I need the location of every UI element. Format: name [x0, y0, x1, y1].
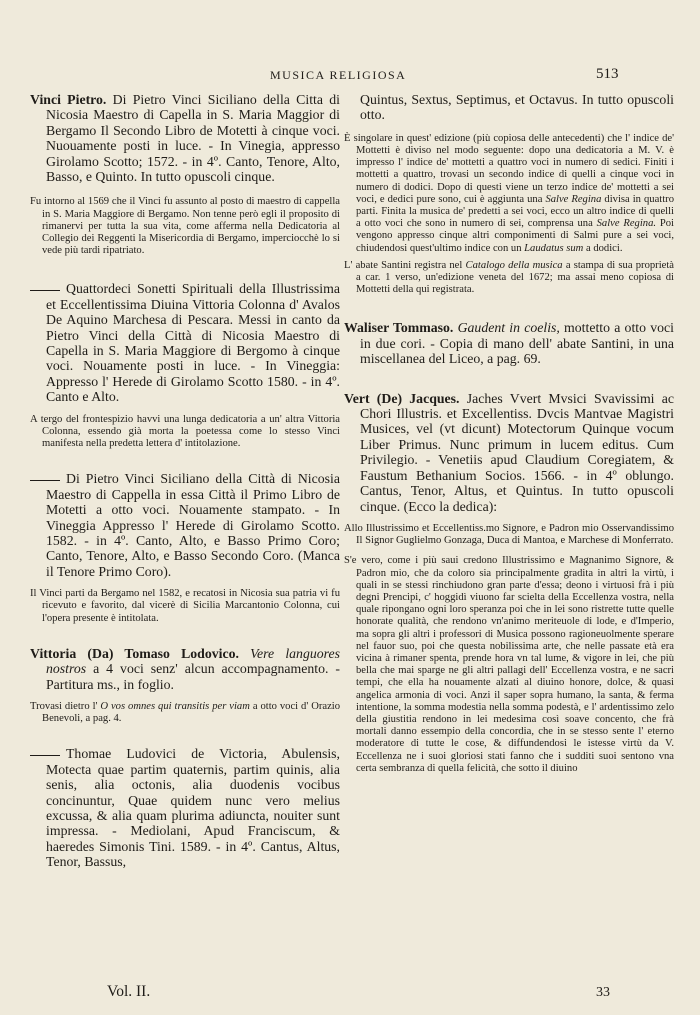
page-footer	[0, 983, 700, 1007]
note-dedica-text: S'e vero, come i più saui credono Illustrissimo e Magnanimo Signore, & Padron mio, che da coloro sia principalmente gradita in altri la virtù, i quali in se stessi rinchiudono gran parte d'essa; deono i virtuosi frà i più degni Prencipi, c' hoggidì viuono far scielta della Eccellenza vostra, nella quale ripongano ogni loro speranza poi che in lei sono ristrette tutte quelle honorate qualità, che rendono vn'animo meriteuole di lode, e d'Imperio, ma sopra gli altri i professori di Musica possono ragioneuolmente sperare nel fauor suo, poi che questa nobilissima arte, che nelle passate età era vicina à rimaner spenta, prende hora vn tal lume, & vigore in lei, che più bella che mai sparge ne gli altri pallagi dell' Eccellenza vostra, e ne sacri tempi, che ella ha nouamente alzati al diuino honore, dolce, & quasi angelica armonia di voci. Anzi il saper sopra humano, la santa, & ferma intentione, la somma modestia nella somma podestà, e l' ardentissimo zelo della giustitia rendono in lei medesima così soave concento, che frà mortali danno essempio della concordia, che in se stesso sente l' eterno moderatore di tutte le cose, & diffundendosi le istesse virtù da V. Eccellenza ne i suoi gloriosi stati fanno che i sudditi suoi sentono vna certa sembranza di quella felicità, che sotto il diuino	[344, 555, 674, 774]
entry-mottecta: Thomae Ludovici de Victoria, Abulensis, Motecta quae partim quaternis, partim quinis, alia senis, alia octonis, alia duodenis vocibus concinuntur, Quae quidem nunc vero melius excussa, & alia quam plurima adiuncta, nouiter sunt impressa. - Mediolani, Apud Franciscum, & haeredes Simonis Tini. 1589. - in 4º. Cantus, Altus, Tenor, Bassus,	[30, 746, 340, 869]
entry-vittoria: Vittoria (Da) Tomaso Lodovico. Vere languores nostros a 4 voci senz' alcun accompagnamento. - Partitura ms., in foglio.	[30, 645, 340, 692]
entry-mottecta-continued: Quintus, Sextus, Septimus, et Octavus. In tutto opuscoli otto.	[360, 92, 674, 123]
dash-rule	[30, 290, 60, 291]
right-column	[344, 92, 674, 775]
signature-mark: 33	[596, 985, 610, 1000]
page-number: 513	[596, 66, 619, 82]
left-column	[30, 92, 340, 870]
page-header	[0, 66, 700, 86]
running-title: MUSICA RELIGIOSA	[270, 68, 407, 82]
entry-heading: Vittoria (Da) Tomaso Lodovico.	[30, 645, 239, 661]
entry-heading: Vert (De) Jacques.	[344, 390, 460, 406]
entry-heading: Vinci Pietro.	[30, 92, 107, 107]
dash-rule	[30, 755, 60, 756]
entry-heading: Waliser Tommaso.	[344, 320, 454, 336]
entry-primo-libro: Di Pietro Vinci Siciliano della Città di Nicosia Maestro di Cappella in essa Città il Primo Libro de Motetti a otto voci. Nouamente stampato. - In Vineggia Appresso l' Herede di Girolamo Scotto. 1582. - in 4º. Canto, Alto, e Basso Primo Coro; Canto, Tenore, Alto, e Basso Secondo Coro. (Manca il Tenore Primo Coro).	[30, 471, 340, 579]
note-indici: È singolare in quest' edizione (più copiosa delle antecedenti) che l' indice de' Mottetti è diviso nel modo seguente: dopo una dedicatoria a M. V. è impresso l' indice de' mottetti a quattro voci in numero di sedici. Finiti i mottetti a quattro, trovasi un secondo indice di quelli a cinque voci in numero di dodici. Dopo di questi viene un terzo indice de' mottetti a sei voci, e dedici pure sono, cui è aggiunta una Salve Regina divisa in quattro parti. Finita la musica de' predetti a sei voci, ecco un altro indice di quelli a otto voci che sono in numero di sei, comprensa una Salve Regina. Poi vengono appresso cinque altri componimenti di Salmi pure a sei voci, chiudendosi quest'ultimo indice con un Laudatus sum a dodici.	[344, 132, 674, 254]
note-benevoli: Trovasi dietro l' O vos omnes qui transitis per viam a otto voci d' Orazio Benevoli, a pag. 4.	[30, 700, 341, 725]
note-dedica-address: Allo Illustrissimo et Eccellentiss.mo Signore, e Padron mio Osservandissimo Il Signor Guglielmo Gonzaga, Duca di Mantoa, e Marchese di Monferrato.	[344, 522, 674, 547]
volume-label: Vol. II.	[107, 983, 151, 1000]
note-dedicatoria: A tergo del frontespizio havvi una lunga dedicatoria a un' altra Vittoria Colonna, essendo già morta la poetessa come lo stesso Vinci manifesta nella predetta lettera d' intitolazione.	[30, 413, 340, 450]
note-vinci-bergamo: Fu intorno al 1569 che il Vinci fu assunto al posto di maestro di cappella in S. Maria Maggiore di Bergamo. Non tenne però egli il proposito di rimanervi per tutta la sua vita, come afferma nella Dedicatoria al Collegio dei Reggenti la Misericordia di Bergamo, imperciocchè lo si vede più tardi ripatriato.	[30, 196, 340, 257]
entry-waliser: Waliser Tommaso. Gaudent in coelis, mottetto a otto voci in due cori. - Copia di mano dell' abate Santini, in una miscellanea del Liceo, a pag. 69.	[344, 320, 674, 367]
note-nicosia: Il Vinci parti da Bergamo nel 1582, e recatosi in Nicosia sua patria vi fu ricevuto e favorito, dal vicerè di Sicilia Marcantonio Colonna, cui l'opera presente è intitolata.	[30, 588, 340, 624]
entry-sonetti: Quattordeci Sonetti Spirituali della Illustrissima et Eccellentissima Diuina Vittoria Colonna d' Avalos De Aquino Marchesa di Pescara. Messi in canto da Pietro Vinci della Città di Nicosia Maestro di Capella in S. Maria Maggiore di Bergomo à cinque voci. Nouamente posti in luce. - In Vineggia: Appresso l' Herede di Girolamo Scotto 1580. - in 4º. Canto e Alto.	[30, 281, 340, 404]
note-santini: L' abate Santini registra nel Catalogo della musica a stampa di sua proprietà a car. 1 verso, un'edizione veneta del 1672; ma assai meno copiosa di Mottetti della qui registrata.	[344, 259, 674, 296]
entry-wert: Vert (De) Jacques. Jaches Vvert Mvsici Svavissimi ac Chori Illustris. et Excellentiss. Dvcis Mantvae Magistri Musices, vel (vt dicunt) Motectorum Quinque vocum Liber Primus. Nunc primum in lucem editus. Cum Privilegio. - Venetiis apud Claudium Coregiatem, & Faustum Bethanium Socios. 1566. - in 4º oblungo. Cantus, Tenor, Altus, et Quintus. In tutto opuscoli cinque. (Ecco la dedica):	[344, 390, 674, 514]
dash-rule	[30, 480, 60, 481]
entry-vinci: Vinci Pietro. Di Pietro Vinci Siciliano della Citta di Nicosia Maestro di Capella in S. Maria Maggior di Bergamo Il Secondo Libro de Motetti à cinque voci. Nuouamente posti in luce. - In Vinegia, appresso Girolamo Scotto; 1572. - in 4º. Canto, Tenore, Alto, Basso, e Quinto. In tutto opuscoli cinque.	[30, 92, 340, 185]
